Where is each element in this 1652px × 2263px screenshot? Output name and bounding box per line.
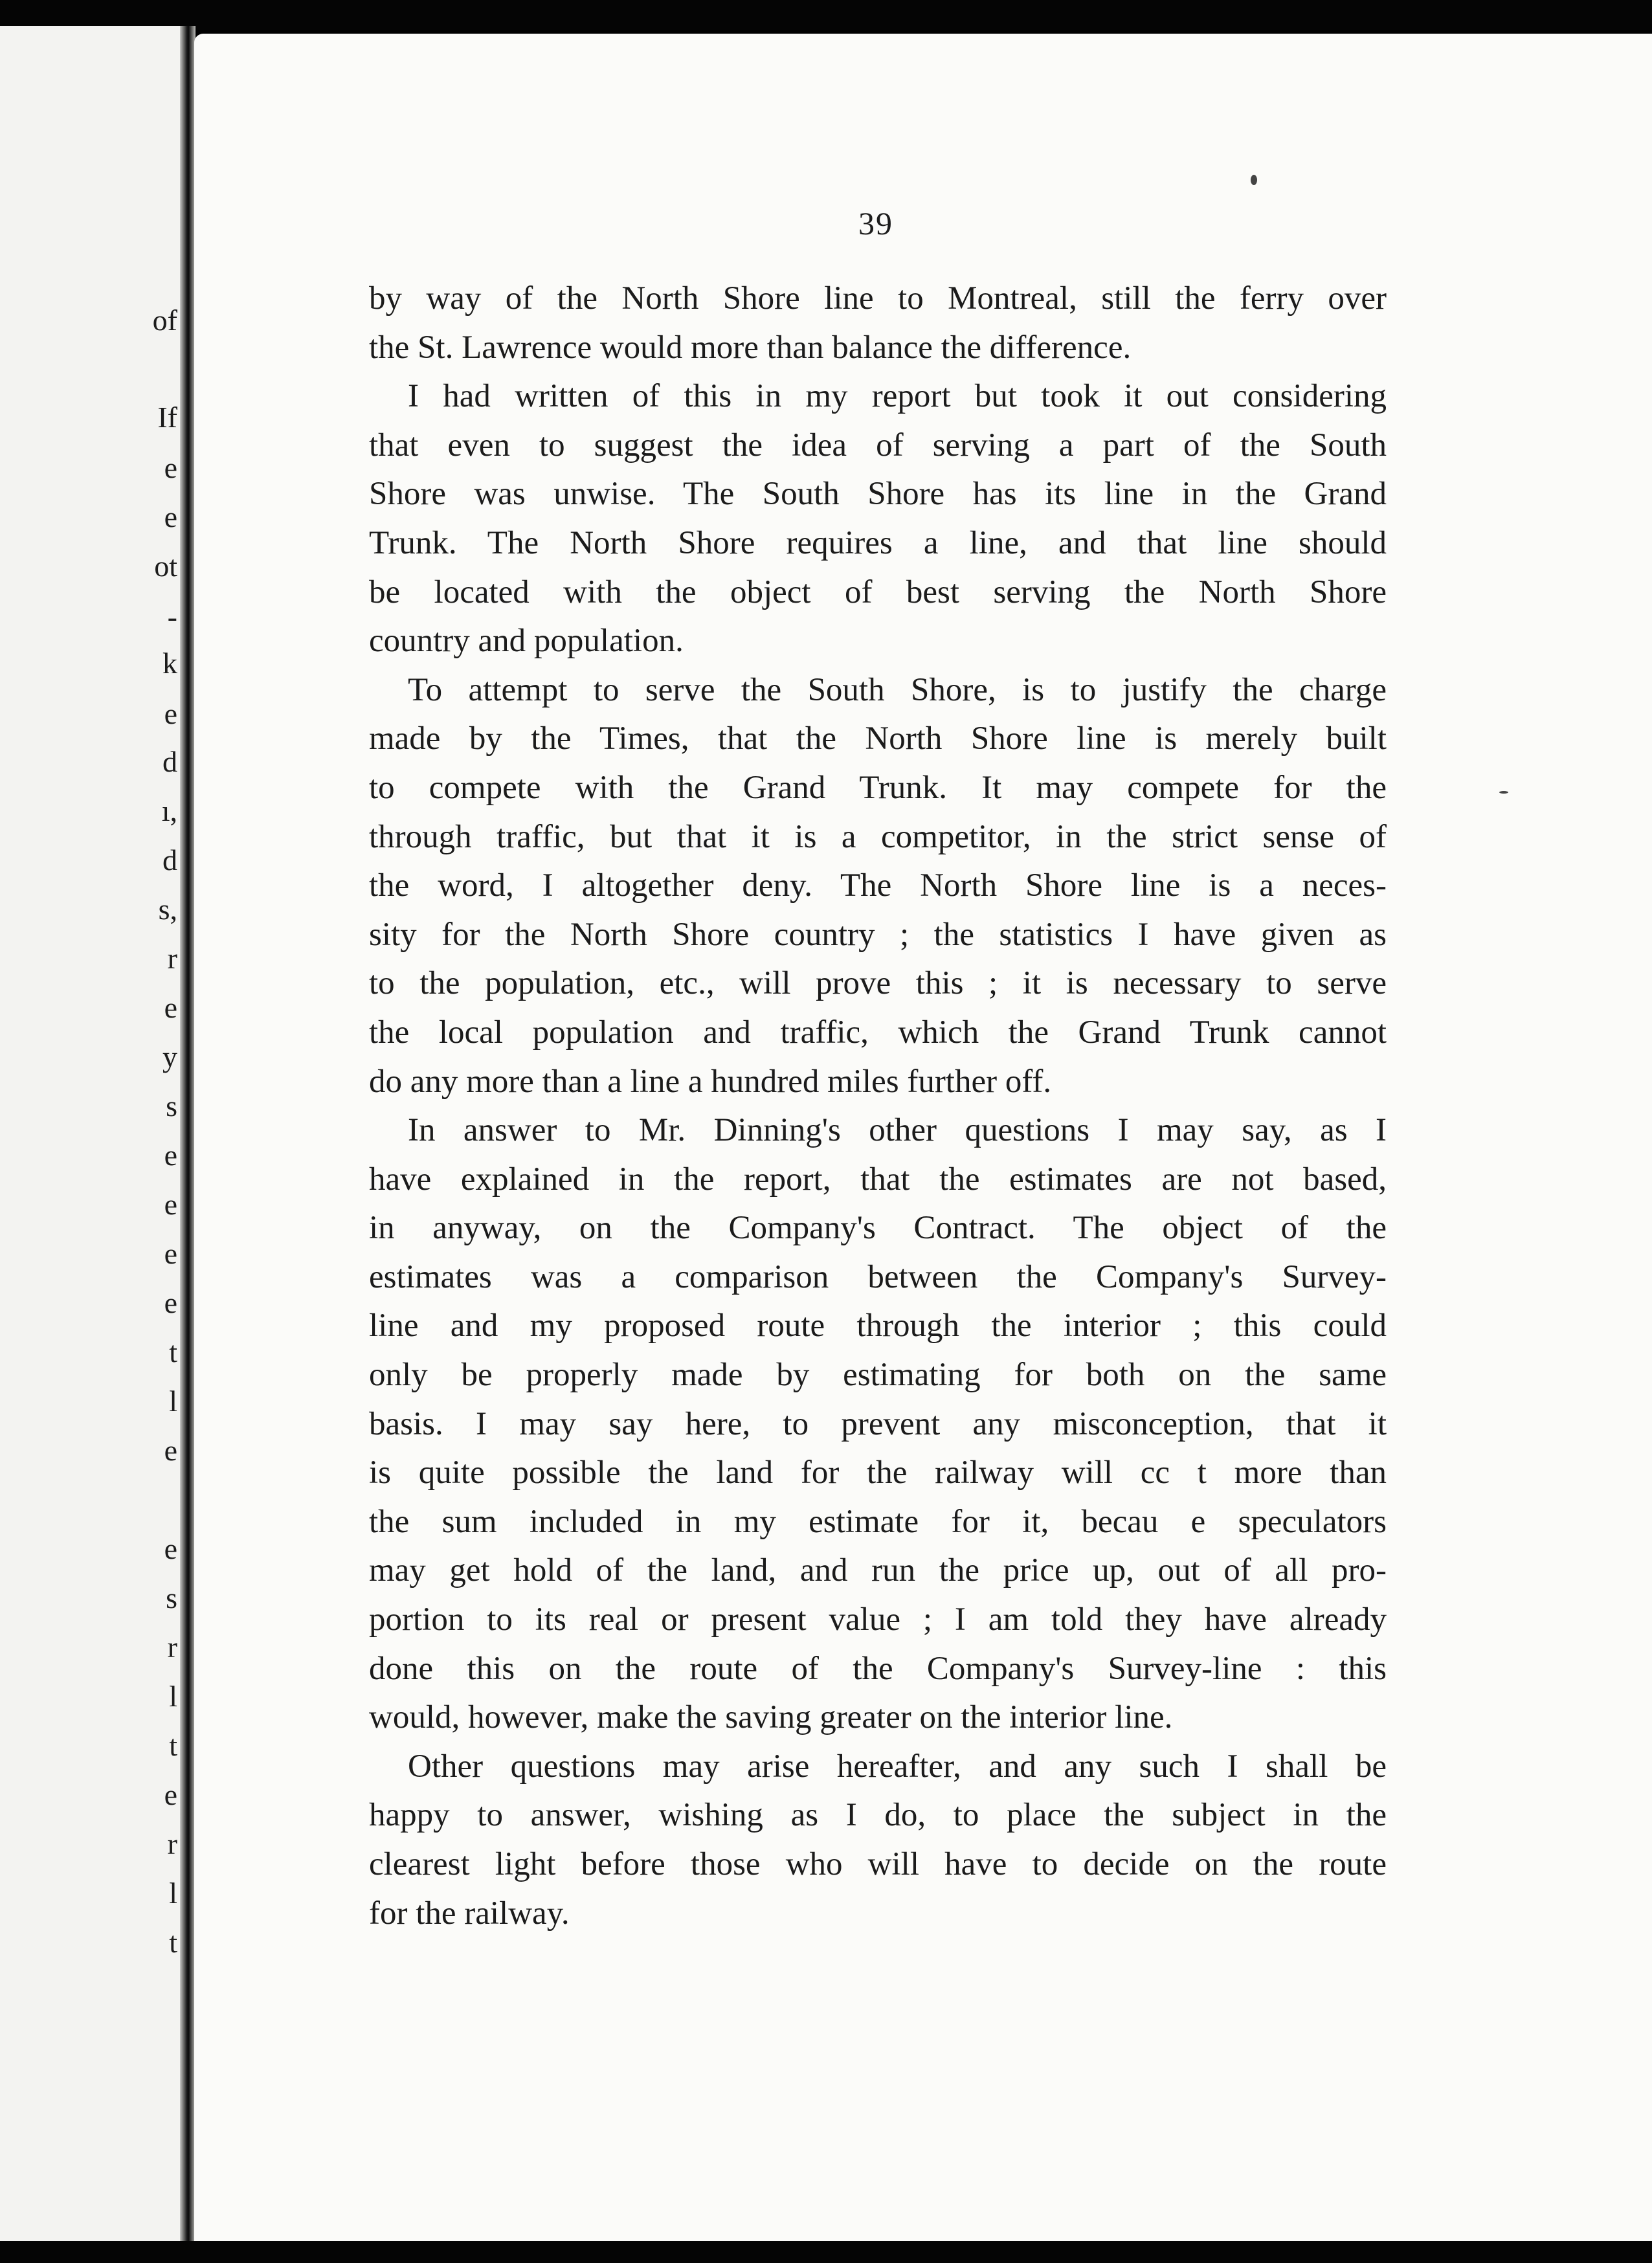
- text-line: estimates was a comparison between the Company's Survey-: [369, 1258, 1387, 1295]
- left-fragment: e: [164, 1139, 177, 1172]
- text-line: for the railway.: [369, 1895, 570, 1932]
- left-fragment: r: [167, 942, 177, 975]
- left-fragment: -: [167, 600, 177, 633]
- scan-top-edge: [0, 0, 1652, 30]
- left-fragment: d: [162, 745, 177, 778]
- left-fragment: e: [164, 991, 177, 1024]
- text-line: done this on the route of the Company's Survey-line : this: [369, 1650, 1387, 1687]
- book-gutter: [180, 26, 195, 2241]
- text-line: be located with the object of best serving the North Shore: [369, 574, 1387, 610]
- ink-speck: [1499, 791, 1508, 794]
- left-fragment: l: [169, 1680, 177, 1713]
- scan-bottom-edge: [0, 2241, 1652, 2263]
- text-line: the local population and traffic, which the Grand Trunk cannot: [369, 1014, 1387, 1051]
- text-line: clearest light before those who will have to decide on the route: [369, 1846, 1387, 1882]
- left-fragment: r: [167, 1631, 177, 1664]
- text-line: to compete with the Grand Trunk. It may compete for the: [369, 769, 1387, 806]
- left-fragment: s: [166, 1581, 177, 1614]
- text-line: the word, I altogether deny. The North Shore line is a neces-: [369, 867, 1387, 904]
- left-fragment: e: [164, 1237, 177, 1270]
- text-line: Shore was unwise. The South Shore has its line in the Grand: [369, 476, 1387, 513]
- ink-speck: [1251, 175, 1257, 185]
- text-line: in anyway, on the Company's Contract. The object of the: [369, 1210, 1387, 1247]
- text-line: the St. Lawrence would more than balance the difference.: [369, 329, 1132, 366]
- text-line: by way of the North Shore line to Montreal, still the ferry over: [369, 280, 1387, 317]
- left-fragment: r: [167, 1827, 177, 1860]
- left-fragment: s: [166, 1089, 177, 1122]
- left-fragment: d: [162, 843, 177, 876]
- text-line: country and population.: [369, 623, 684, 660]
- left-fragment: e: [164, 1286, 177, 1319]
- text-line: have explained in the report, that the estimates are not based,: [369, 1161, 1387, 1198]
- text-line: that even to suggest the idea of serving a part of the South: [369, 427, 1387, 463]
- left-fragment: t: [169, 1335, 177, 1368]
- text-line: portion to its real or present value ; I am told they have already: [369, 1601, 1387, 1638]
- text-line: I had written of this in my report but took it out considering: [408, 378, 1387, 415]
- left-fragment: y: [162, 1040, 177, 1073]
- left-fragment: e: [164, 697, 177, 730]
- left-fragment: s,: [158, 893, 177, 926]
- left-fragment: t: [169, 1729, 177, 1762]
- text-line: basis. I may say here, to prevent any misconception, that it: [369, 1405, 1387, 1442]
- page-number: 39: [858, 205, 893, 241]
- text-line: happy to answer, wishing as I do, to place the subject in the: [369, 1797, 1387, 1834]
- text-line: would, however, make the saving greater on the interior line.: [369, 1699, 1173, 1736]
- left-fragment: of: [152, 304, 177, 337]
- left-fragment: l: [169, 1877, 177, 1910]
- left-fragment: e: [164, 1778, 177, 1811]
- left-fragment: e: [164, 500, 177, 533]
- text-line: is quite possible the land for the railway will cc t more than: [369, 1455, 1387, 1491]
- text-line: Other questions may arise hereafter, and any such I shall be: [408, 1748, 1387, 1785]
- text-line: In answer to Mr. Dinning's other questions I may say, as I: [408, 1112, 1387, 1149]
- left-fragment: If: [157, 401, 177, 434]
- text-line: made by the Times, that the North Shore line is merely built: [369, 720, 1387, 757]
- body-text: [369, 274, 1387, 1938]
- text-line: To attempt to serve the South Shore, is to justify the charge: [408, 671, 1387, 708]
- left-page-edge: [0, 26, 189, 2241]
- left-fragment: t: [169, 1926, 177, 1959]
- text-line: line and my proposed route through the interior ; this could: [369, 1308, 1387, 1344]
- text-line: sity for the North Shore country ; the statistics I have given as: [369, 916, 1387, 953]
- text-line: Trunk. The North Shore requires a line, and that line should: [369, 524, 1387, 561]
- left-fragment: e: [164, 1188, 177, 1221]
- text-line: do any more than a line a hundred miles further off.: [369, 1063, 1052, 1100]
- left-fragment: e: [164, 451, 177, 484]
- left-fragment: e: [164, 1532, 177, 1565]
- text-line: to the population, etc., will prove this ; it is necessary to serve: [369, 965, 1387, 1002]
- text-line: may get hold of the land, and run the price up, out of all pro-: [369, 1552, 1387, 1589]
- left-fragment: k: [162, 647, 177, 680]
- left-fragment: l: [169, 1385, 177, 1418]
- text-line: the sum included in my estimate for it, becau e speculators: [369, 1503, 1387, 1540]
- text-line: through traffic, but that it is a competitor, in the strict sense of: [369, 818, 1387, 855]
- left-fragment: ot: [154, 550, 177, 583]
- left-fragment: ı,: [161, 794, 177, 827]
- text-line: only be properly made by estimating for both on the same: [369, 1357, 1387, 1394]
- left-fragment: e: [164, 1434, 177, 1467]
